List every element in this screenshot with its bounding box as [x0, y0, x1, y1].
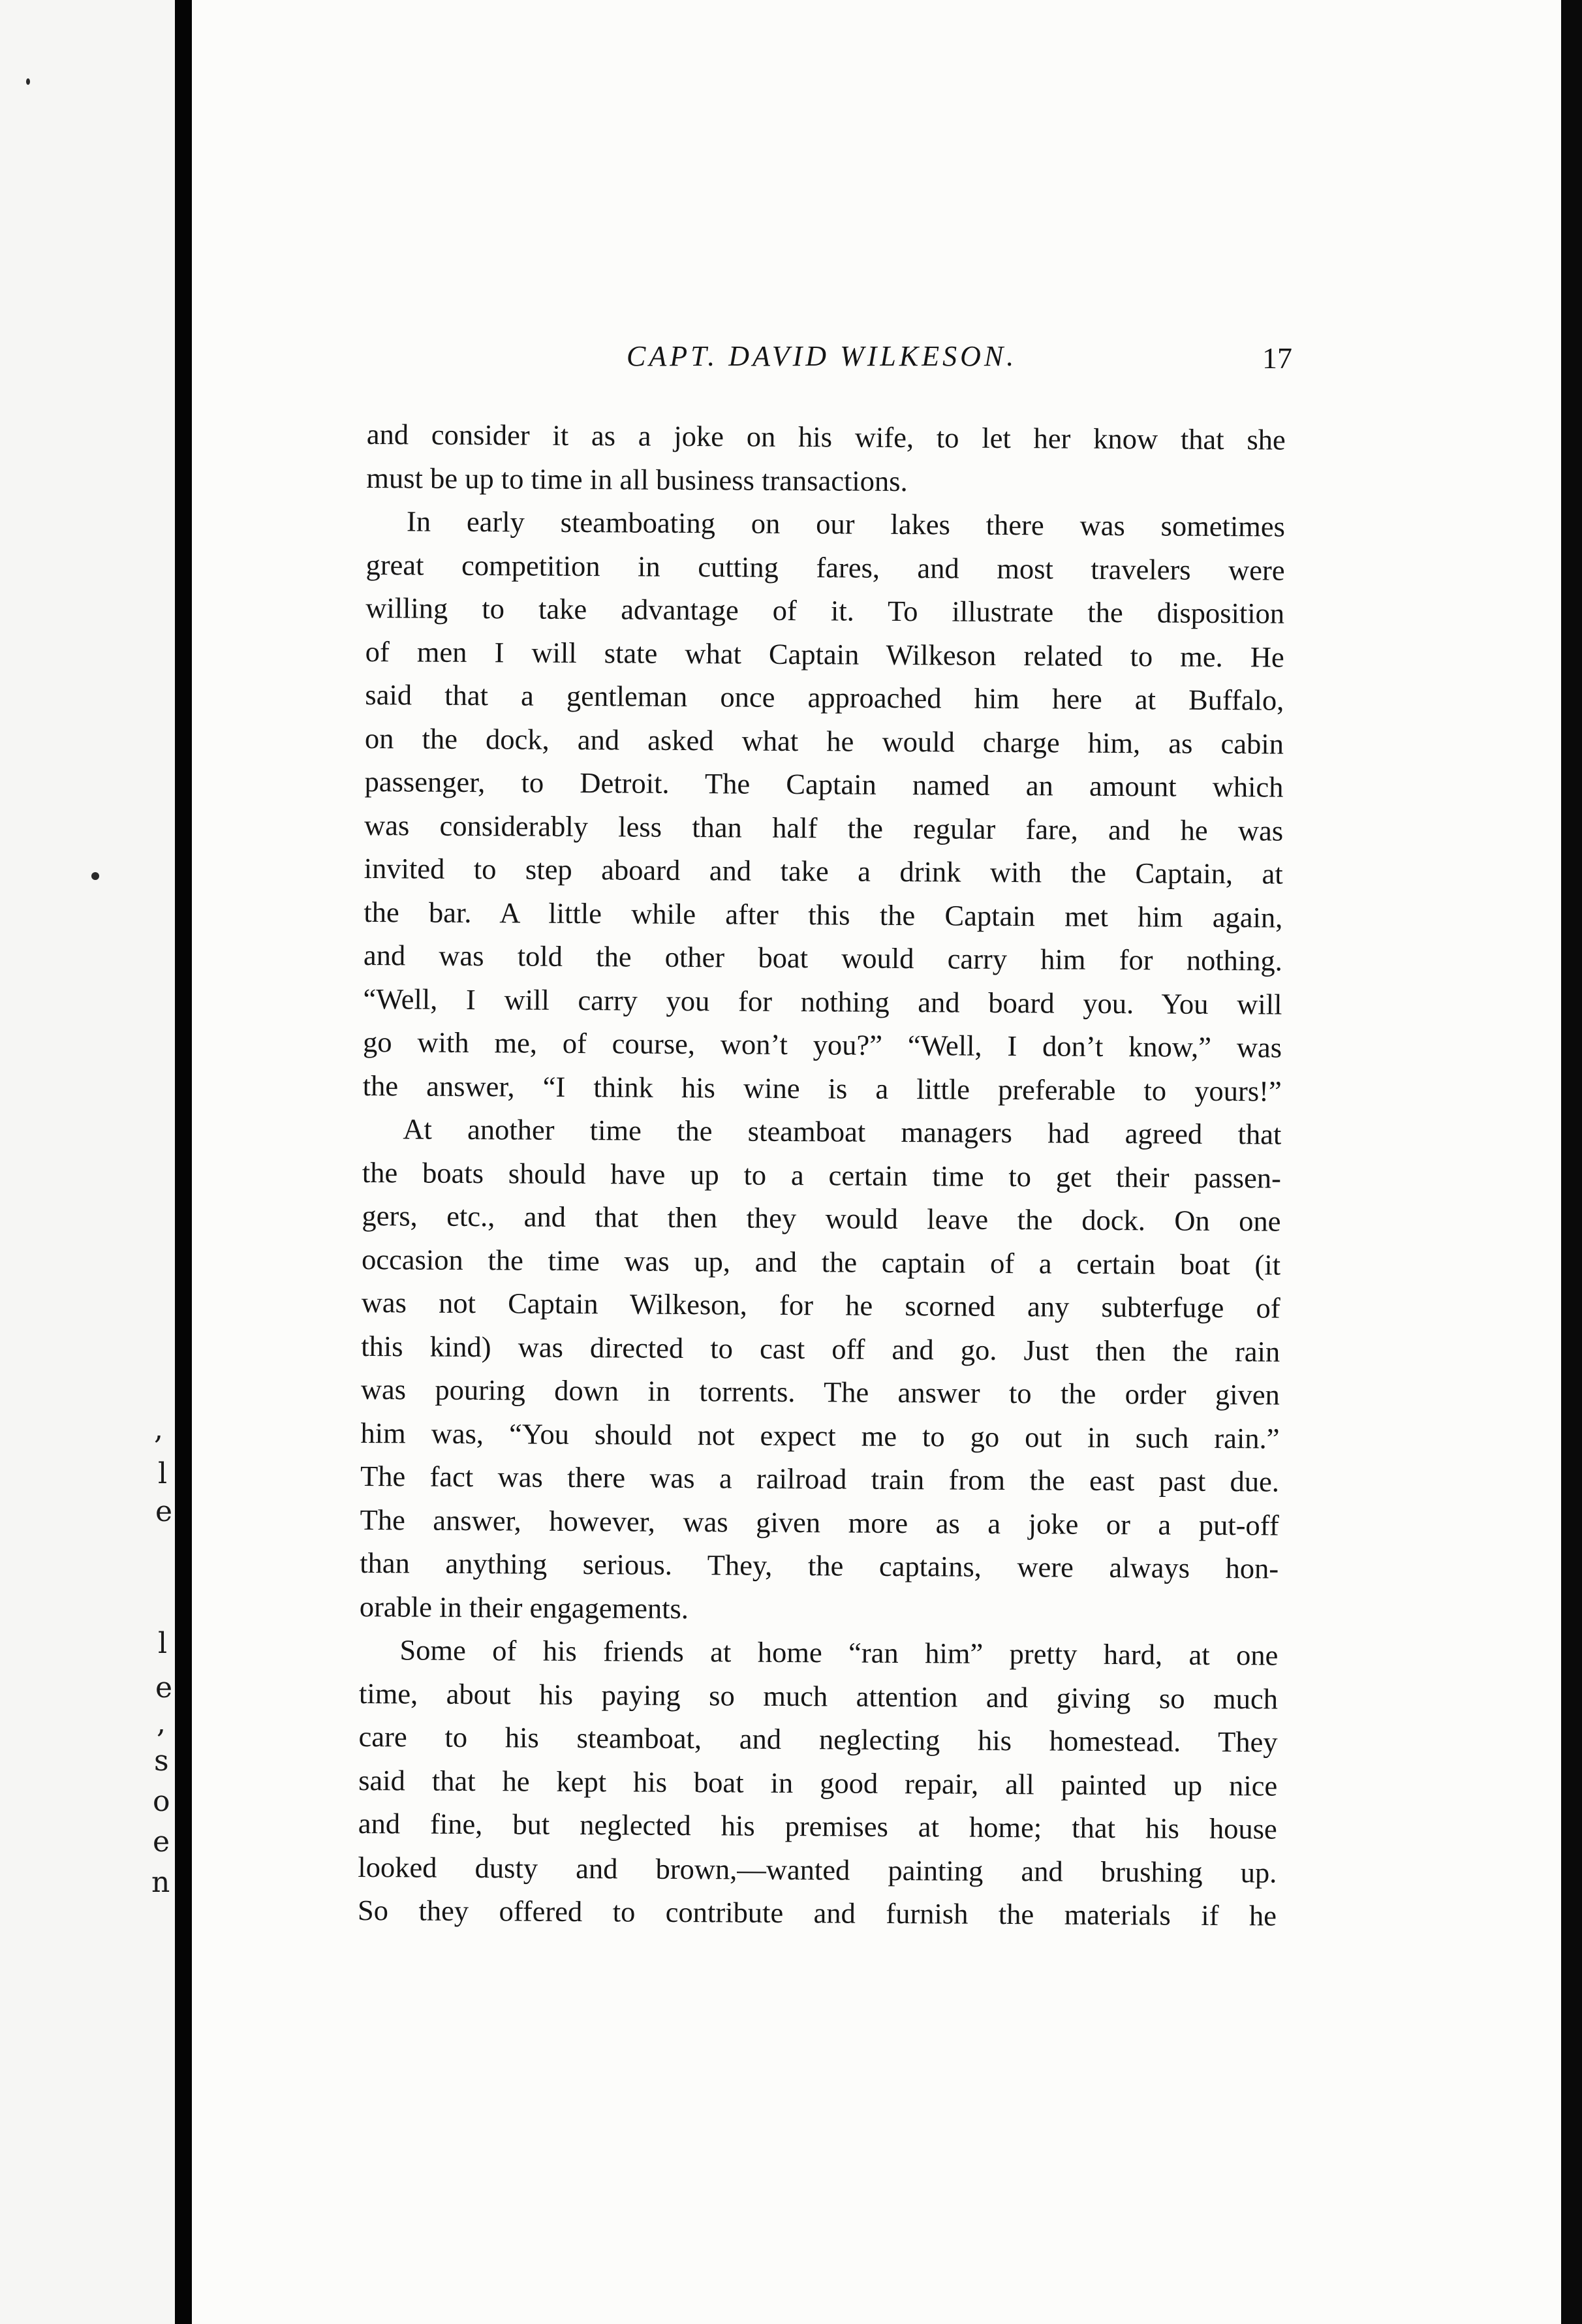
margin-letter: ,	[157, 1706, 166, 1740]
text-line: care to his steamboat, and neglecting his homestead. They	[358, 1719, 1278, 1759]
text-line: gers, etc., and that then they would leave the dock. On one	[362, 1199, 1281, 1238]
body-text	[358, 413, 1286, 1938]
text-line: passenger, to Detroit. The Captain named an amount which	[364, 764, 1284, 804]
text-line: occasion the time was up, and the captain of a certain boat (it	[361, 1242, 1281, 1281]
margin-letter: o	[153, 1785, 170, 1818]
text-line: was not Captain Wilkeson, for he scorned any subterfuge of	[361, 1285, 1280, 1325]
text-line: was pouring down in torrents. The answer to the order given	[360, 1372, 1280, 1411]
text-line: and was told the other boat would carry him for nothing.	[363, 938, 1283, 977]
margin-letter: l	[158, 1457, 168, 1490]
text-line: said that he kept his boat in good repair, all painted up nice	[358, 1763, 1278, 1802]
text-line: invited to step aboard and take a drink with the Captain, at	[364, 851, 1283, 890]
text-line: So they offered to contribute and furnish the materials if he	[357, 1893, 1277, 1932]
text-line: this kind) was directed to cast off and go. Just then the rain	[361, 1329, 1280, 1368]
page-number: 17	[1262, 341, 1292, 375]
margin-letter: e	[155, 1671, 173, 1704]
margin-letter: n	[151, 1866, 170, 1899]
text-line: on the dock, and asked what he would charge him, as cabin	[364, 721, 1284, 761]
text-line: “Well, I will carry you for nothing and board you. You will	[363, 982, 1282, 1021]
margin-letter: e	[155, 1495, 173, 1528]
facing-page-edge	[0, 0, 175, 2324]
running-head: CAPT. DAVID WILKESON.	[627, 340, 1017, 372]
margin-letter: ,	[154, 1413, 163, 1446]
paragraph-start-line: Some of his friends at home “ran him” pretty hard, at one	[399, 1633, 1279, 1672]
text-line: The fact was there was a railroad train from the east past due.	[360, 1459, 1280, 1498]
text-line: was considerably less than half the regular fare, and he was	[364, 808, 1284, 847]
text-line: orable in their engagements.	[359, 1590, 689, 1625]
text-line: than anything serious. They, the captains, were always hon-	[360, 1546, 1279, 1585]
text-line: The answer, however, was given more as a joke or a put-off	[360, 1503, 1279, 1542]
text-line: looked dusty and brown,—wanted painting and brushing up.	[358, 1850, 1277, 1889]
page-header	[365, 339, 1292, 385]
right-page-border	[1561, 0, 1582, 2324]
text-line: great competition in cutting fares, and most travelers were	[365, 548, 1285, 587]
text-line: go with me, of course, won’t you?” “Well, I don’t know,” was	[362, 1025, 1282, 1064]
margin-letter: s	[154, 1744, 169, 1778]
text-line: the answer, “I think his wine is a little preferable to yours!”	[362, 1069, 1282, 1108]
page-gutter	[175, 0, 192, 2324]
text-line: willing to take advantage of it. To illustrate the disposition	[365, 591, 1285, 630]
text-line: the boats should have up to a certain time to get their passen-	[362, 1155, 1282, 1195]
text-line: and consider it as a joke on his wife, to let her know that she	[366, 417, 1286, 456]
text-line: and fine, but neglected his premises at home; that his house	[358, 1806, 1277, 1845]
scan-speck	[91, 872, 99, 880]
scan-speck	[26, 78, 30, 85]
text-line: time, about his paying so much attention and giving so much	[358, 1676, 1279, 1716]
text-line: of men I will state what Captain Wilkeson related to me. He	[365, 635, 1284, 674]
text-line: said that a gentleman once approached him here at Buffalo,	[365, 678, 1284, 717]
margin-letter: l	[158, 1627, 168, 1660]
text-line: him was, “You should not expect me to go out in such rain.”	[360, 1416, 1280, 1455]
margin-letter: e	[153, 1825, 170, 1859]
text-line: must be up to time in all business transactions.	[366, 461, 908, 497]
paragraph-start-line: In early steamboating on our lakes there was sometimes	[406, 505, 1286, 543]
text-line: the bar. A little while after this the Captain met him again,	[364, 895, 1283, 934]
paragraph-start-line: At another time the steamboat managers had agreed that	[403, 1112, 1282, 1151]
